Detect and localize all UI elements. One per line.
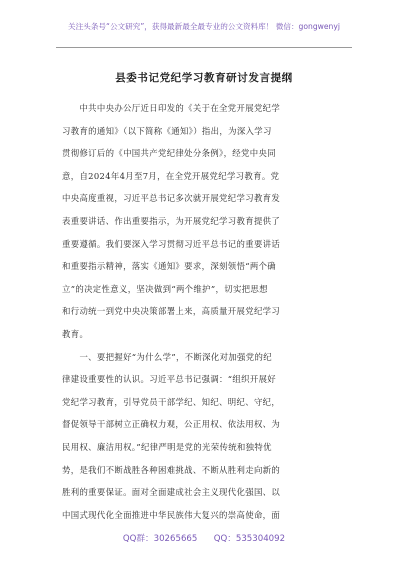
body-line: 一、要把握好“为什么学”，不断深化对加强党的纪	[62, 351, 272, 362]
body-line: 意，自2024年4月至7月，在全党开展党纪学习教育。党	[62, 170, 280, 181]
body-line: 和重要指示精神，落实《通知》要求，深刻领悟“两个确	[62, 261, 277, 272]
body-line: 督促领导干部树立正确权力观，公正用权、依法用权、为	[62, 419, 281, 430]
header-divider	[56, 47, 352, 48]
body-line: 表重要讲话、作出重要指示，为开展党纪学习教育提供了	[62, 215, 281, 226]
body-line: 律建设重要性的认识。习近平总书记强调：“组织开展好	[62, 374, 277, 385]
body-line: 和行动统一到党中央决策部署上来，高质量开展党纪学习	[62, 306, 281, 317]
document-body	[62, 97, 350, 526]
body-line: 教育。	[62, 328, 89, 339]
body-line: 习教育的通知》（以下简称《通知》）指出，为深入学习	[62, 125, 272, 136]
body-line: 立”的决定性意义，坚决做到“两个维护”，切实把思想	[62, 283, 268, 294]
body-line: 中共中央办公厅近日印发的《关于在全党开展党纪学	[62, 103, 281, 113]
header-banner: 关注头条号“公文研究”，获得最新最全最专业的公文资料库！ 微信：gongwenyj	[68, 22, 340, 31]
footer-banner: QQ群：30265665 QQ：535304092	[122, 534, 286, 544]
body-line: 势，是我们不断战胜各种困难挑战、不断从胜利走向新的	[62, 464, 281, 475]
document-title: 县委书记党纪学习教育研讨发言提纲	[115, 72, 293, 84]
body-line: 贯彻修订后的《中国共产党纪律处分条例》，经党中央同	[62, 148, 276, 159]
body-line: 中国式现代化全面推进中华民族伟大复兴的崇高使命，面	[62, 509, 281, 520]
body-line: 党纪学习教育，引导党员干部学纪、知纪、明纪、守纪，	[62, 396, 281, 407]
body-line: 胜利的重要保证。面对全面建成社会主义现代化强国、以	[62, 487, 281, 498]
body-line: 民用权、廉洁用权。”纪律严明是党的光荣传统和独特优	[62, 441, 272, 452]
body-line: 中央高度重视，习近平总书记多次就开展党纪学习教育发	[62, 193, 281, 204]
body-line: 重要遵循。我们要深入学习贯彻习近平总书记的重要讲话	[62, 238, 281, 249]
